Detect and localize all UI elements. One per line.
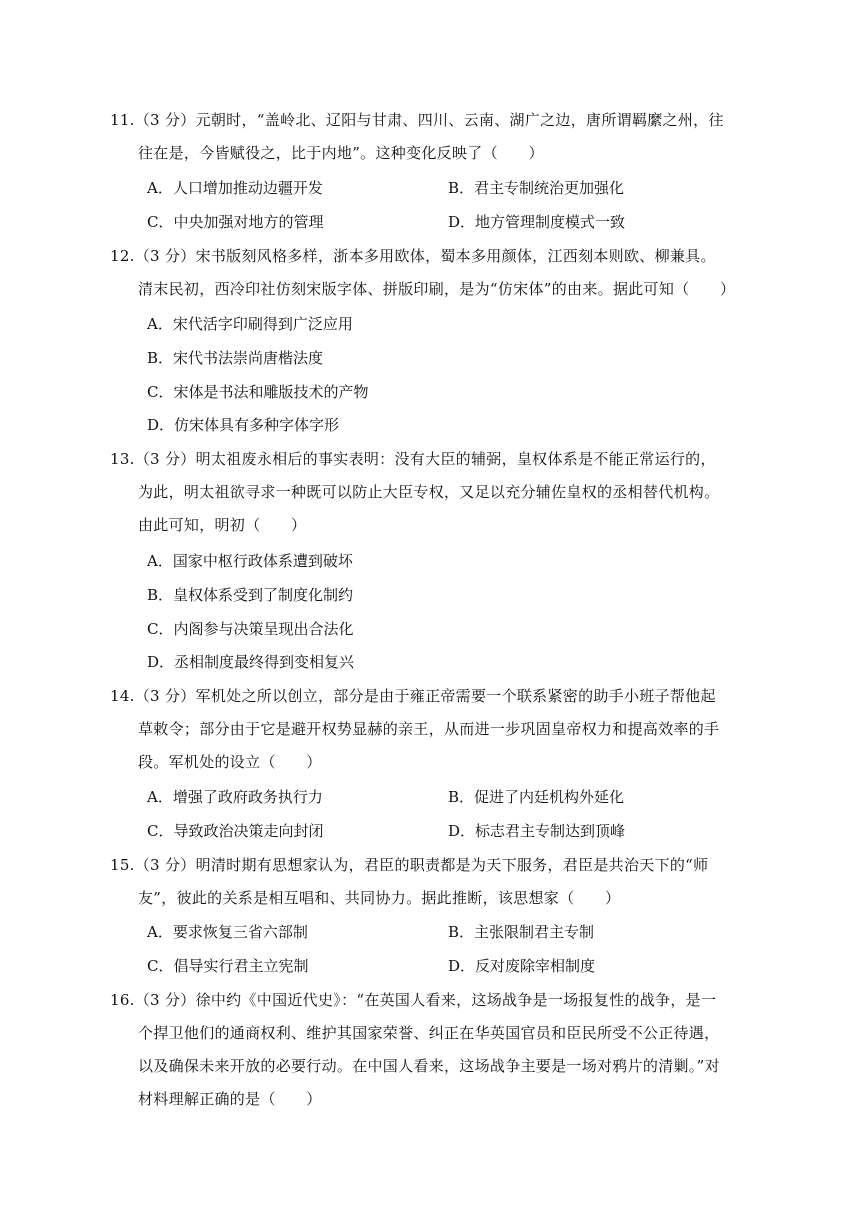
question-11-option-b: B．君主专制统治更加强化: [448, 179, 625, 197]
question-16-line-4: 材料理解正确的是（ ）: [138, 1090, 322, 1108]
question-13-option-d: D．丞相制度最终得到变相复兴: [147, 653, 355, 671]
question-12-option-d: D．仿宋体具有多种字体字形: [147, 416, 340, 434]
question-14-line-2: 草敕令；部分由于它是避开权势显赫的亲王，从而进一步巩固皇帝权力和提高效率的手: [138, 720, 720, 738]
question-11: [110, 104, 740, 170]
question-12-option-a: A．宋代活字印刷得到广泛应用: [147, 315, 353, 333]
question-11-option-d: D．地方管理制度模式一致: [448, 213, 626, 231]
question-14-line-3: 段。军机处的设立（ ）: [138, 753, 322, 771]
question-13: [110, 443, 740, 542]
question-13-option-b: B．皇权体系受到了制度化制约: [147, 586, 354, 604]
question-12: [110, 240, 740, 306]
question-11-option-c: C．中央加强对地方的管理: [147, 213, 324, 231]
question-11-line-2: 往在是，今皆赋役之，比于内地”。这种变化反映了（ ）: [138, 144, 544, 162]
question-14-option-c: C．导致政治决策走向封闭: [147, 822, 324, 840]
question-16-line-1: 16.（3 分）徐中约《中国近代史》：“在英国人看来，这场战争是一场报复性的战争，是一: [110, 991, 717, 1009]
question-12-line-1: 12.（3 分）宋书版刻风格多样，浙本多用欧体，蜀本多用颜体，江西刻本则欧、柳兼具。: [110, 247, 716, 265]
question-12-option-b: B．宋代书法崇尚唐楷法度: [147, 349, 324, 367]
question-16: [110, 984, 740, 1116]
question-11-line-1: 11.（3 分）元朝时，“盖岭北、辽阳与甘肃、四川、云南、湖广之边，唐所谓羁縻之州，往: [110, 111, 724, 129]
question-13-option-a: A．国家中枢行政体系遭到破坏: [147, 552, 353, 570]
question-14-option-b: B．促进了内廷机构外延化: [448, 788, 625, 806]
question-15-option-a: A．要求恢复三省六部制: [147, 923, 308, 941]
question-15: [110, 849, 740, 915]
question-13-option-c: C．内阁参与决策呈现出合法化: [147, 620, 354, 638]
question-14-line-1: 14.（3 分）军机处之所以创立，部分是由于雍正帝需要一个联系紧密的助手小班子帮他起: [110, 687, 716, 705]
question-13-line-2: 为此，明太祖欲寻求一种既可以防止大臣专权，又足以充分辅佐皇权的丞相替代机构。: [138, 483, 720, 501]
question-15-option-c: C．倡导实行君主立宪制: [147, 957, 309, 975]
question-14-option-a: A．增强了政府政务执行力: [147, 788, 323, 806]
question-14-option-d: D．标志君主专制达到顶峰: [448, 822, 626, 840]
question-12-option-c: C．宋体是书法和雕版技术的产物: [147, 383, 369, 401]
question-16-line-2: 个捍卫他们的通商权利、维护其国家荣誉、纠正在华英国官员和臣民所受不公正待遇，: [138, 1024, 720, 1042]
question-11-option-a: A．人口增加推动边疆开发: [147, 179, 323, 197]
question-15-option-d: D．反对废除宰相制度: [448, 957, 596, 975]
question-13-line-3: 由此可知，明初（ ）: [138, 516, 307, 534]
question-14: [110, 680, 740, 779]
question-15-option-b: B．主张限制君主专制: [448, 923, 595, 941]
question-15-line-2: 友”，彼此的关系是相互唱和、共同协力。据此推断，该思想家（ ）: [138, 889, 621, 907]
question-15-line-1: 15.（3 分）明清时期有思想家认为，君臣的职责都是为天下服务，君臣是共治天下的“师: [110, 856, 709, 874]
question-13-line-1: 13.（3 分）明太祖废永相后的事实表明：没有大臣的辅弼，皇权体系是不能正常运行的，: [110, 450, 716, 468]
question-12-line-2: 清末民初，西冷印社仿刻宋版字体、拼版印刷，是为“仿宋体”的由来。据此可知（ ）: [138, 280, 736, 298]
question-16-line-3: 以及确保未来开放的必要行动。在中国人看来，这场战争主要是一场对鸦片的清剿。”对: [138, 1057, 720, 1075]
